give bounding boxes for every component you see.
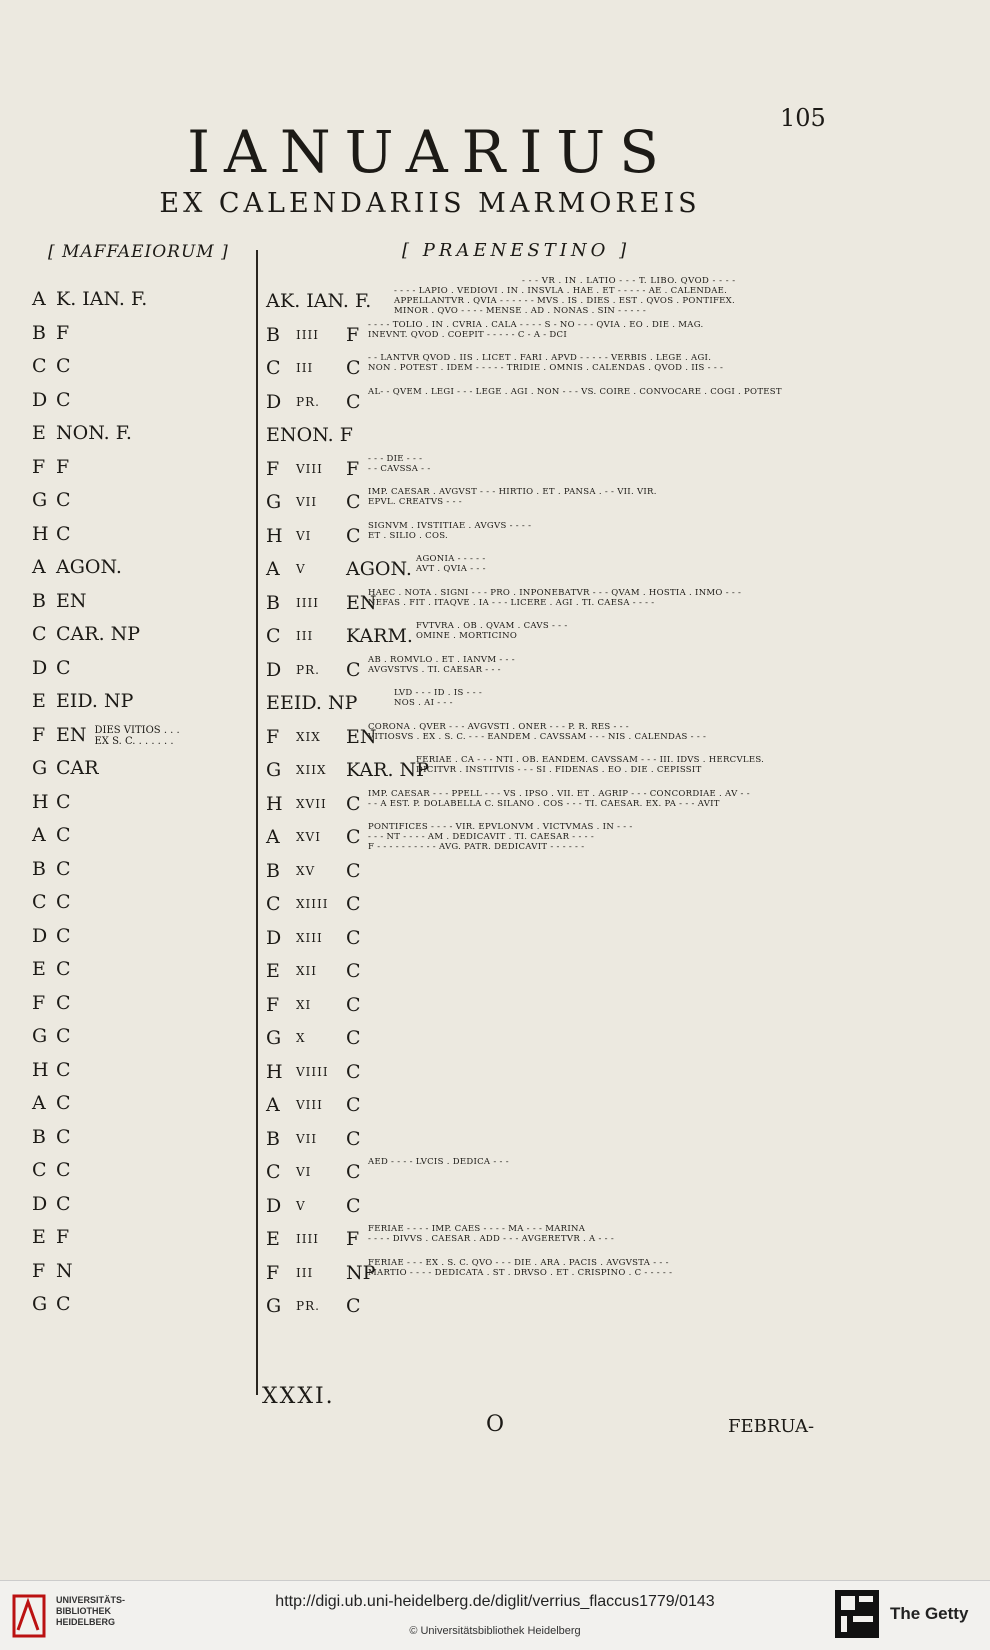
right-column-header: [ PRAENESTINO ] [402,240,631,261]
day-mark: C [346,390,361,413]
nundinal-letter: F [32,455,46,478]
nundinal-letter: D [266,390,282,413]
inscription-fragment [394,688,482,708]
nundinal-letter: B [266,859,280,882]
day-mark: C [56,1293,71,1315]
inscription-line: EPVL. CREATVS - - - [368,497,462,507]
day-mark: EN [56,589,87,612]
column-divider [256,250,258,1395]
day-count: XV [296,863,316,878]
day-mark: C [346,1194,361,1217]
maffaeiorum-row [32,791,71,813]
day-count: XVII [296,796,327,811]
inscription-fragment [368,387,782,397]
inscription-line: FVTVRA . OB . QVAM . CAVS - - - [416,621,568,631]
day-count: PR. [296,1299,320,1313]
day-mark: C [346,1161,361,1183]
day-count: XIIII [296,897,329,911]
day-mark: C [56,656,71,679]
inscription-fragment [368,655,515,675]
day-mark: F [56,455,70,478]
day-count: IIII [296,595,319,610]
day-count: IIII [296,327,319,342]
day-mark: C [56,891,71,913]
nundinal-letter: F [32,723,46,746]
day-count: PR. [296,662,320,677]
inscription-line: CORONA . QVER - - - AVGVSTI . ONER - - - P. R. RES - - - [368,721,629,732]
partner-name: The Getty [890,1604,969,1623]
maffaeiorum-row [32,1260,73,1282]
maffaeiorum-row [32,288,147,310]
nundinal-letter: A [32,556,46,578]
nundinal-letter: B [266,591,280,614]
inscription-fragment [368,487,657,507]
day-mark: N [56,1259,73,1282]
day-count: V [296,1198,306,1213]
inscription-line: - - LANTVR QVOD . IIS . LICET . FARI . APVD - - - - - VERBIS . LEGE . AGI. [368,353,712,363]
catchword: FEBRUA- [728,1416,815,1437]
maffaeiorum-row [32,389,71,411]
inscription-line: IMP. CAESAR . AVGVST - - - HIRTIO . ET . PANSA . - - VII. VIR. [368,487,657,497]
day-count: XIIX [296,763,327,777]
day-mark: F [56,1226,70,1248]
getty-logo-icon [833,1588,883,1642]
nundinal-letter: A [266,558,280,580]
day-mark: CAR. NP [56,623,141,645]
nundinal-letter: A [32,824,46,846]
day-mark: NON. F. [56,422,132,444]
inscription-line: VITIOSVS . EX . S. C. - - - EANDEM . CAVSSAM - - - NIS . CALENDAS - - - [368,731,707,742]
day-mark: EID. NP [280,692,358,714]
inscription-line: - - - - LAPIO . VEDIOVI . IN . INSVLA . HAE . ET - - - - - AE . CALENDAE. [394,286,728,296]
day-count: XVI [296,830,321,844]
day-count: V [296,562,306,576]
nundinal-letter: C [266,625,281,647]
nundinal-letter: F [32,991,46,1014]
maffaeiorum-row [32,690,133,712]
nundinal-letter: G [266,491,282,513]
page-subtitle: EX CALENDARIIS MARMOREIS [159,188,701,219]
nundinal-letter: C [32,623,47,645]
inscription-line: - - - NT - - - - AM . DEDICAVIT . TI. CAESAR - - - - [368,832,594,842]
maffaeiorum-row [32,623,140,645]
day-mark: C [346,993,361,1016]
nundinal-letter: B [32,589,46,612]
day-mark: C [56,958,71,980]
day-count: VII [296,495,318,509]
nundinal-letter: D [32,388,48,411]
day-mark: C [56,991,71,1014]
nundinal-letter: F [266,457,280,480]
nundinal-letter: G [266,1295,282,1317]
maffaeiorum-row [32,1092,71,1114]
day-mark: C [346,1060,361,1083]
nundinal-letter: E [266,1228,280,1250]
day-mark: C [56,522,71,545]
inscription-line: NOS . AI - - - [394,698,453,708]
day-mark: F [346,1228,360,1250]
inscription-line: INEVNT. QVOD . COEPIT - - - - - C - A - DCI [368,329,568,340]
day-mark: K. IAN. F. [280,290,372,312]
inscription-line: FERIAE . CA - - - NTI . OB. EANDEM. CAVSSAM - - - III. IDVS . HERCVLES. [416,755,765,765]
nundinal-letter: D [32,924,48,947]
nundinal-letter: B [32,857,46,880]
maffaeiorum-row [32,1226,69,1248]
day-mark: C [56,1025,71,1047]
day-mark: NP [346,1261,376,1284]
day-mark: NON. F [280,424,353,446]
day-mark: C [346,960,361,982]
nundinal-letter: E [32,422,46,444]
day-mark: C [56,355,71,377]
day-mark: C [56,1125,71,1148]
day-mark: C [346,1127,361,1150]
maffaeiorum-row [32,925,71,947]
source-url-link[interactable]: http://digi.ub.uni-heidelberg.de/diglit/verrius_flaccus1779/0143 [275,1593,715,1610]
nundinal-letter: E [266,692,280,714]
inscription-line: HAEC . NOTA . SIGNI - - - PRO . INPONEBATVR - - - QVAM . HOSTIA . INMO - - - [368,587,742,598]
inscription-line: FERIAE - - - EX . S. C. QVO - - - DIE . ARA . PACIS . AVGVSTA - - - [368,1257,669,1268]
inscription-line: MARTIO - - - - DEDICATA . ST . DRVSO . ET . CRISPINO . C - - - - - [368,1267,673,1278]
maffaeiorum-row [32,556,122,578]
day-count: III [296,1265,314,1280]
day-count: XI [296,997,312,1012]
day-count: VIII [296,1098,323,1112]
inscription-fragment [368,353,723,373]
inscription-line: - - A EST. P. DOLABELLA C. SILANO . COS - - - TI. CAESAR. EX. PA - - - AVIT [368,798,720,809]
day-mark: C [346,859,361,882]
nundinal-letter: D [32,1192,48,1215]
inscription-fragment [416,554,486,574]
inscription-line: AL- - QVEM . LEGI - - - LEGE . AGI . NON - - - VS. COIRE . CONVOCARE . COGI . POTEST [368,386,782,397]
maffaeiorum-row [32,1293,71,1315]
nundinal-letter: H [266,792,283,815]
nundinal-letter: C [32,1159,47,1181]
inscription-line: AB . ROMVLO . ET . IANVM - - - [368,654,515,665]
nundinal-letter: A [266,1094,280,1116]
nundinal-letter: B [32,321,46,344]
day-mark: C [346,491,361,513]
nundinal-letter: B [266,323,280,346]
nundinal-letter: H [32,1058,49,1081]
maffaeiorum-row [32,1126,71,1148]
day-mark: C [56,388,71,411]
nundinal-letter: D [266,926,282,949]
top-fragment-note: - - - VR . IN . LATIO - - - T. LIBO. QVOD - - - - [522,276,736,286]
maffaeiorum-row [32,757,99,779]
nundinal-letter: G [266,1027,282,1049]
nundinal-letter: D [266,1194,282,1217]
nundinal-letter: H [32,522,49,545]
maffaeiorum-row [32,590,87,612]
library-name: UNIVERSITÄTS- BIBLIOTHEK HEIDELBERG [56,1595,126,1627]
maffaeiorum-row [32,824,71,846]
maffaeiorum-row [32,858,71,880]
day-mark: C [56,1159,71,1181]
inscription-fragment [394,286,735,316]
day-count: VI [296,1165,312,1179]
inscription-line: AVGVSTVS . TI. CAESAR - - - [368,664,501,675]
nundinal-letter: G [266,759,282,781]
inscription-fragment [368,588,741,608]
maffaeiorum-row [32,1025,71,1047]
maffaeiorum-row [32,724,180,747]
day-mark: C [56,1092,71,1114]
inscription-line: LVD - - - ID . IS - - - [394,688,483,698]
row-note: DIES VITIOS . . . EX S. C. . . . . . . [94,724,180,747]
nundinal-letter: E [32,958,46,980]
inscription-line: SIGNVM . IVSTITIAE . AVGVS - - - - [368,520,532,531]
day-mark: AGON. [56,556,122,578]
nundinal-letter: A [266,290,280,312]
day-mark: C [56,1192,71,1215]
nundinal-letter: B [266,1127,280,1150]
inscription-fragment [368,722,706,742]
day-count: X [296,1031,306,1045]
day-count: VIIII [296,1064,329,1079]
day-mark: C [56,489,71,511]
inscription-line: FERIAE - - - - IMP. CAES - - - - MA - - - MARINA [368,1224,586,1234]
inscription-line: NEFAS . FIT . ITAQVE . IA - - - LICERE . AGI . TI. CAESA - - - - [368,597,655,608]
day-mark: EID. NP [56,690,134,712]
day-mark: C [346,524,361,547]
inscription-line: OMINE . MORTICINO [416,631,518,641]
day-mark: C [56,790,71,813]
nundinal-letter: D [32,656,48,679]
maffaeiorum-row [32,523,71,545]
nundinal-letter: D [266,658,282,681]
day-count: VIII [296,461,323,476]
maffaeiorum-row [32,422,132,444]
day-mark: C [346,1094,361,1116]
day-mark: C [56,824,71,846]
maffaeiorum-row [32,355,71,377]
inscription-line: - - - DIE - - - [368,453,423,464]
day-mark: C [346,826,361,848]
inscription-line: MINOR . QVO - - - - MENSE . AD . NONAS . SIN - - - - - [394,306,647,316]
day-count: III [296,361,314,375]
inscription-fragment [368,320,704,340]
day-mark: C [346,658,361,681]
nundinal-letter: C [32,891,47,913]
nundinal-letter: C [266,357,281,379]
day-count: III [296,629,314,643]
day-mark: EN [346,591,377,614]
page-title: IANUARIUS [187,118,673,186]
day-count: IIII [296,1232,319,1246]
nundinal-letter: E [32,1226,46,1248]
nundinal-letter: F [266,1261,280,1284]
nundinal-letter: H [32,790,49,813]
day-total: XXXI. [262,1384,335,1409]
inscription-line: AVT . QVIA - - - [416,564,486,574]
signature-mark: O [486,1412,505,1437]
inscription-fragment [368,789,750,809]
nundinal-letter: A [266,826,280,848]
day-count: VII [296,1131,318,1146]
inscription-fragment [368,1157,509,1167]
day-mark: AGON. [346,558,412,580]
day-mark: KARM. [346,625,413,647]
day-mark: C [346,1295,361,1317]
day-mark: F [56,321,70,344]
inscription-fragment [368,454,431,474]
inscription-fragment [416,755,764,775]
inscription-line: - - - - TOLIO . IN . CVRIA . CALA - - - - S - NO - - - QVIA . EO . DIE . MAG. [368,319,704,330]
maffaeiorum-row [32,958,71,980]
inscription-fragment [368,822,633,852]
page-number: 105 [780,104,826,132]
nundinal-letter: E [32,690,46,712]
nundinal-letter: C [32,355,47,377]
inscription-line: NON . POTEST . IDEM - - - - - TRIDIE . OMNIS . CALENDAS . QVOD . IIS - - - [368,363,724,373]
day-count: XII [296,964,318,978]
maffaeiorum-row [32,891,71,913]
inscription-line: IMP. CAESAR - - - PPELL - - - VS . IPSO . VII. ET . AGRIP - - - CONCORDIAE . AV - - [368,788,750,799]
nundinal-letter: G [32,1025,48,1047]
day-count: XIX [296,729,321,744]
maffaeiorum-row [32,1193,71,1215]
left-column-header: [ MAFFAEIORUM ] [48,242,229,262]
nundinal-letter: A [32,288,46,310]
inscription-line: APPELLANTVR . QVIA - - - - - - MVS . IS . DIES . EST . QVOS . PONTIFEX. [394,296,736,306]
inscription-fragment [368,1224,614,1244]
nundinal-letter: F [266,993,280,1016]
nundinal-letter: H [266,524,283,547]
day-mark: F [346,323,360,346]
inscription-line: - - - - DIVVS . CAESAR . ADD - - - AVGERETVR . A - - - [368,1234,615,1244]
maffaeiorum-row [32,657,71,679]
maffaeiorum-row [32,992,71,1014]
maffaeiorum-row [32,456,69,478]
day-mark: C [346,926,361,949]
nundinal-letter: H [266,1060,283,1083]
nundinal-letter: G [32,489,48,511]
day-mark: C [56,924,71,947]
nundinal-letter: F [266,725,280,748]
nundinal-letter: F [32,1259,46,1282]
nundinal-letter: A [32,1092,46,1114]
nundinal-letter: C [266,1161,281,1183]
day-mark: EN [56,723,87,746]
day-mark: KAR. NP [346,759,429,781]
maffaeiorum-row [32,322,69,344]
maffaeiorum-row [32,1059,71,1081]
day-count: XIII [296,930,323,945]
maffaeiorum-row [32,489,71,511]
copyright-text: © Universitätsbibliothek Heidelberg [409,1625,581,1637]
day-mark: C [346,792,361,815]
day-mark: C [56,857,71,880]
inscription-line: ET . SILIO . COS. [368,530,449,541]
day-mark: C [346,1027,361,1049]
inscription-fragment [368,1258,672,1278]
day-mark: C [346,893,361,915]
nundinal-letter: E [266,960,280,982]
inscription-fragment [416,621,568,641]
day-mark: K. IAN. F. [56,288,148,310]
day-mark: CAR [56,757,99,779]
inscription-line: F - - - - - - - - - - AVG. PATR. DEDICAVIT - - - - - - [368,842,585,852]
day-mark: EN [346,725,377,748]
day-mark: C [56,1058,71,1081]
day-mark: C [346,357,361,379]
inscription-line: AED - - - - LVCIS . DEDICA - - - [368,1157,509,1167]
nundinal-letter: C [266,893,281,915]
day-count: VI [296,528,312,543]
nundinal-letter: G [32,1293,48,1315]
inscription-line: AGONIA - - - - - [416,554,486,564]
day-mark: F [346,457,360,480]
inscription-fragment [368,521,531,541]
maffaeiorum-row [32,1159,71,1181]
day-count: PR. [296,394,320,409]
nundinal-letter: E [266,424,280,446]
inscription-line: PONTIFICES - - - - VIR. EPVLONVM . VICTVMAS . IN - - - [368,822,633,832]
inscription-line: - - CAVSSA - - [368,463,431,474]
inscription-line: DICITVR . INSTITVIS - - - SI . FIDENAS . EO . DIE . CEPISSIT [416,765,702,775]
nundinal-letter: G [32,757,48,779]
nundinal-letter: B [32,1125,46,1148]
